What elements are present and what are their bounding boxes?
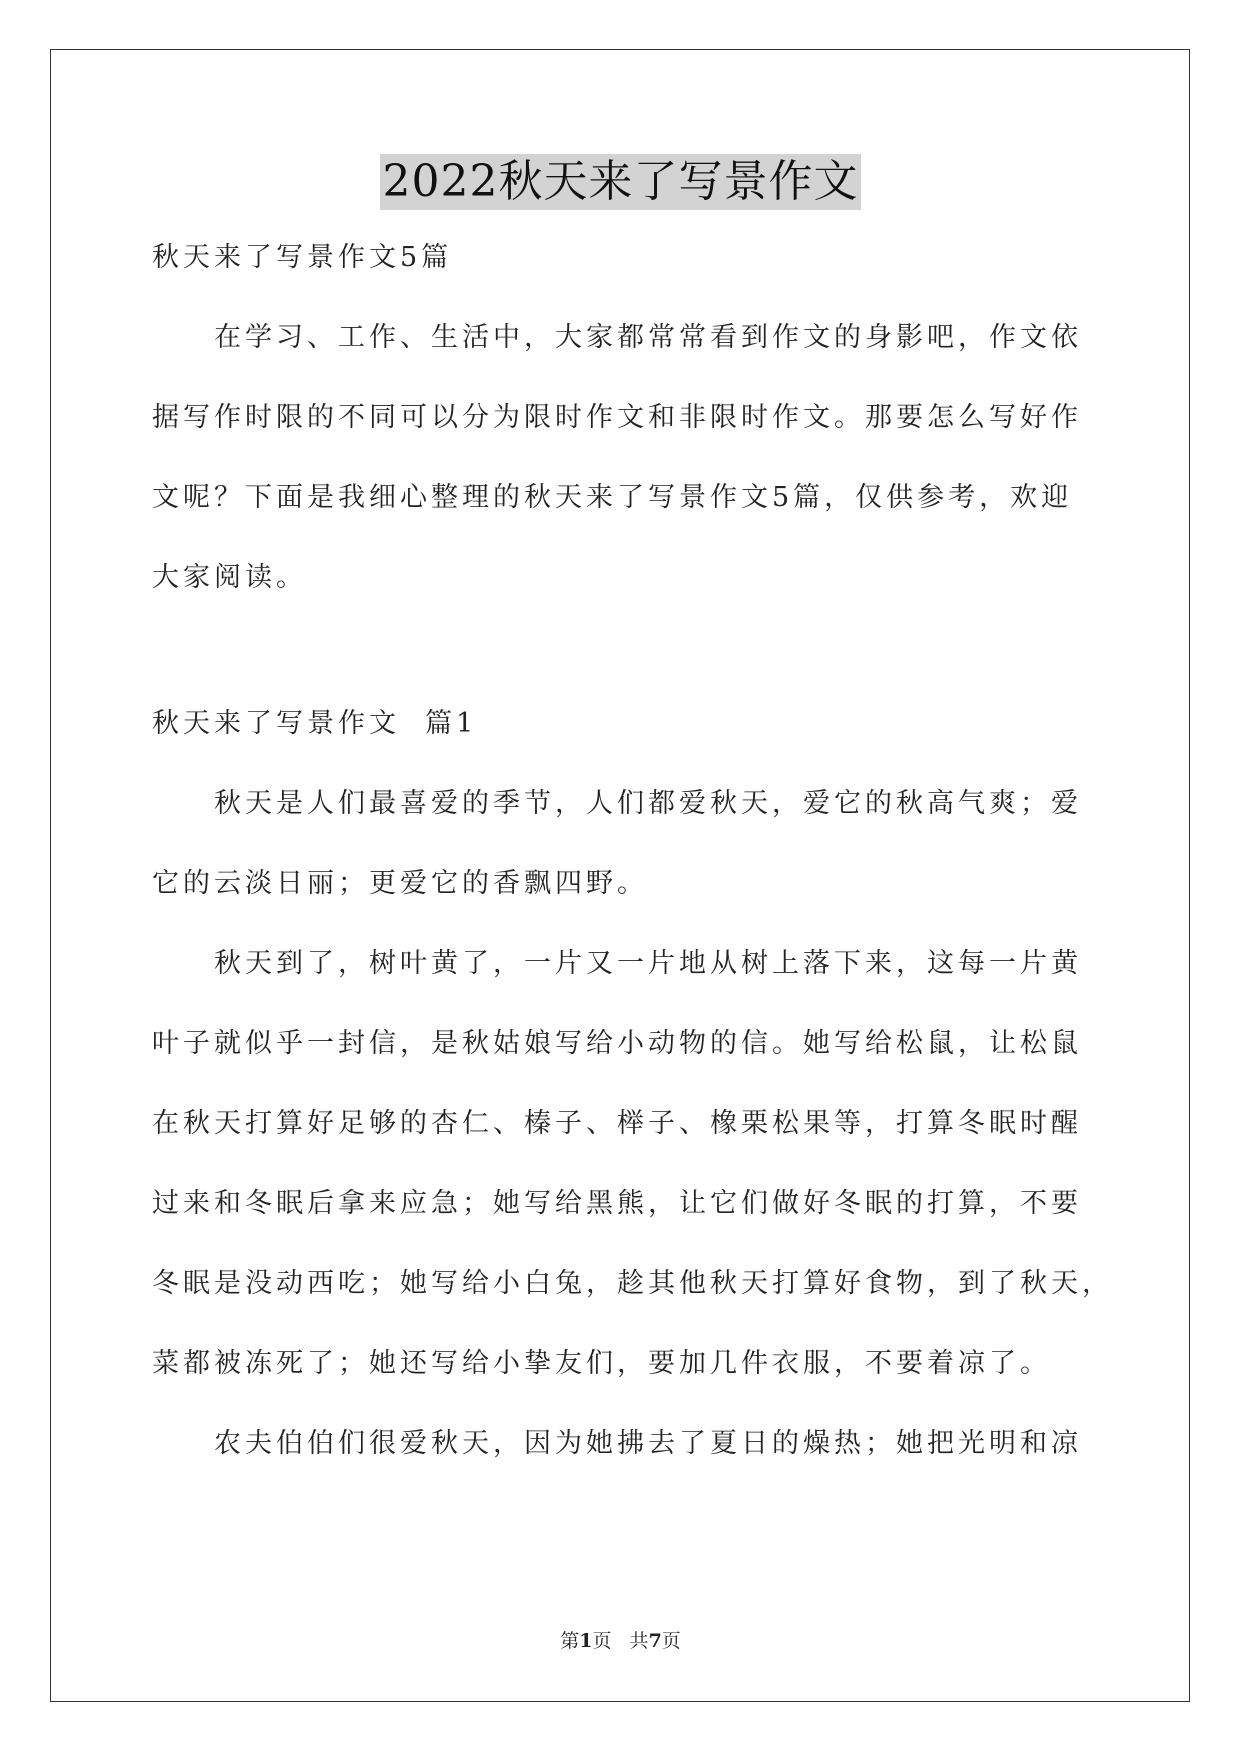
section-heading: 秋天来了写景作文 篇1	[152, 708, 478, 739]
paragraph-line: 冬眠是没动西吃；她写给小白兔，趁其他秋天打算好食物，到了秋天，	[152, 1268, 1113, 1299]
document-body	[152, 238, 1113, 1504]
paragraph-line: 叶子就似乎一封信，是秋姑娘写给小动物的信。她写给松鼠，让松鼠	[152, 1028, 1082, 1059]
footer-page-total: 7	[648, 1630, 662, 1652]
footer-page-suffix: 页	[661, 1630, 681, 1652]
page-footer	[0, 1626, 1241, 1653]
paragraph-line: 农夫伯伯们很爱秋天，因为她拂去了夏日的燥热；她把光明和凉	[214, 1428, 1082, 1459]
paragraph-line: 在秋天打算好足够的杏仁、榛子、榉子、橡栗松果等，打算冬眠时醒	[152, 1108, 1082, 1139]
intro-line: 在学习、工作、生活中，大家都常常看到作文的身影吧，作文依	[214, 322, 1082, 353]
section-gap	[152, 638, 1092, 704]
footer-page-prefix: 第	[560, 1630, 580, 1652]
subtitle: 秋天来了写景作文5篇	[152, 242, 453, 273]
document-title: 2022秋天来了写景作文	[380, 154, 862, 210]
paragraph-line: 菜都被冻死了；她还写给小挚友们，要加几件衣服，不要着凉了。	[152, 1348, 1051, 1379]
footer-page-mid: 页 共	[592, 1630, 649, 1652]
paragraph-line: 秋天是人们最喜爱的季节，人们都爱秋天，爱它的秋高气爽；爱	[214, 788, 1082, 819]
paragraph-line: 秋天到了，树叶黄了，一片又一片地从树上落下来，这每一片黄	[214, 948, 1082, 979]
intro-line: 大家阅读。	[152, 562, 307, 593]
title-area	[0, 154, 1241, 210]
paragraph-line: 过来和冬眠后拿来应急；她写给黑熊，让它们做好冬眠的打算，不要	[152, 1188, 1082, 1219]
intro-line: 文呢？下面是我细心整理的秋天来了写景作文5篇，仅供参考，欢迎	[152, 482, 1073, 513]
footer-page-current: 1	[579, 1630, 593, 1652]
intro-line: 据写作时限的不同可以分为限时作文和非限时作文。那要怎么写好作	[152, 402, 1082, 433]
paragraph-line: 它的云淡日丽；更爱它的香飘四野。	[152, 868, 648, 899]
